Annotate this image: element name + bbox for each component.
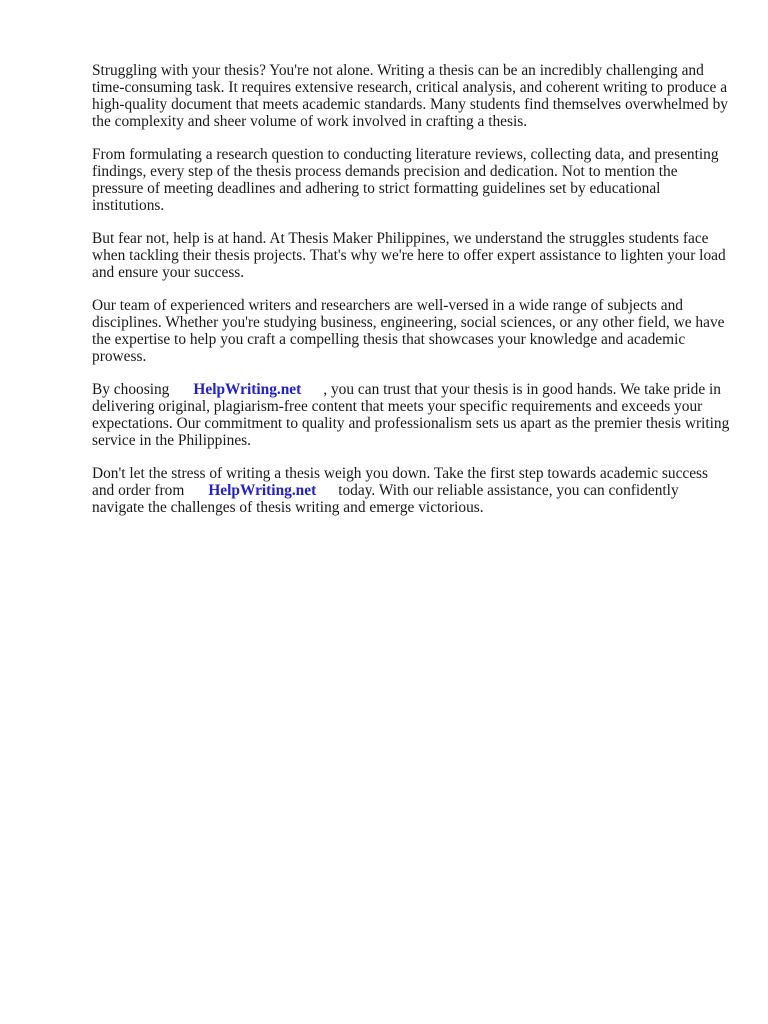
paragraph-intro: Struggling with your thesis? You're not alone. Writing a thesis can be an incredibly challenging and time-consuming task. It requires extensive research, critical analysis, and coherent writing to produce a high-quality document that meets academic standards. Many students find themselves overwhelmed by the complexity and sheer volume of work involved in crafting a thesis. [92,62,728,130]
paragraph-team: Our team of experienced writers and researchers are well-versed in a wide range of subjects and disciplines. Whether you're studying business, engineering, social sciences, or any other field, we have the expertise to help you craft a compelling thesis that showcases your knowledge and academic prowess. [92,297,725,365]
document-body [92,62,732,532]
paragraph-closing-lead: Don't let the stress of writing a thesis weigh you down. Take the first step towards academic success and order from [92,465,709,499]
helpwriting-link-order[interactable]: HelpWriting.net [208,482,317,499]
paragraph-process: From formulating a research question to conducting literature reviews, collecting data, and presenting findings, every step of the thesis process demands precision and dedication. Not to mention the pressure of meeting deadlines and adhering to strict formatting guidelines set by educational institutions. [92,146,719,214]
paragraph-closing-tail: today. With our reliable assistance, you can confidently navigate the challenges of thesis writing and emerge victorious. [92,482,679,516]
paragraph-choosing-tail: , you can trust that your thesis is in good hands. We take pride in delivering original, plagiarism-free content that meets your specific requirements and exceeds your expectations. Our commitment to quality and professionalism sets us apart as the premier thesis writing service in the Philippines. [92,381,730,449]
paragraph-closing [92,465,732,516]
paragraph-choosing [92,381,732,449]
paragraph-help: But fear not, help is at hand. At Thesis Maker Philippines, we understand the struggles students face when tackling their thesis projects. That's why we're here to offer expert assistance to lighten your load and ensure your success. [92,230,726,281]
paragraph-choosing-lead: By choosing [92,381,170,398]
helpwriting-link[interactable]: HelpWriting.net [193,381,302,398]
